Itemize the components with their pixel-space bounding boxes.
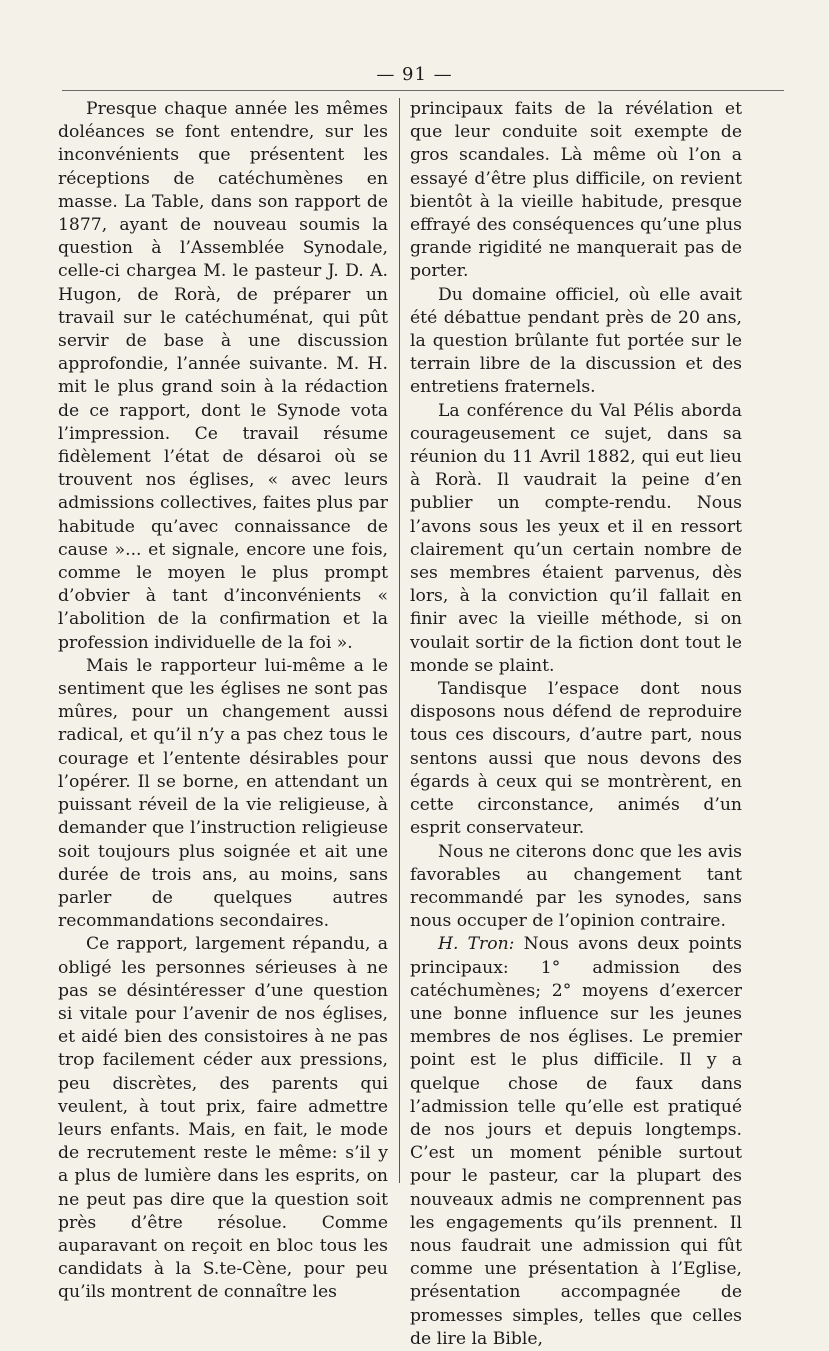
column-divider <box>399 98 400 1183</box>
paragraph-text: Nous avons deux points principaux: 1° admission des catéchumènes; 2° moyens d’exercer une bonne influence sur les jeunes membres de nos églises. Le premier point est le plus difficile. Il y a quelque chose de faux dans l’admission telle qu’elle est pratiqué de nos jours et depuis longtemps. C’est un moment pénible surtout pour le pasteur, car la plupart des nouveaux admis ne comprennent pas les engagements qu’ils prennent. Il nous faudrait une admission qui fût comme une présentation à l’Eglise, présentation accompagnée de promesses simples, telles que celles de lire la Bible, <box>410 934 742 1349</box>
paragraph: Ce rapport, largement répandu, a obligé les personnes sérieuses à ne pas se désintéresser d’une question si vitale pour l’avenir de nos églises, et aidé bien des consistoires à ne pas trop facilement céder aux pressions, peu discrètes, des parents qui veulent, à tout prix, faire admettre leurs enfants. Mais, en fait, le mode de recrutement reste le même: s’il y a plus de lumière dans les esprits, on ne peut pas dire que la question soit près d’être résolue. Comme auparavant on reçoit en bloc tous les candidats à la S.te-Cène, pour peu qu’ils montrent de connaître les <box>58 934 388 1303</box>
speaker-name: H. Tron: <box>438 934 515 955</box>
paragraph: Tandisque l’espace dont nous disposons nous défend de reproduire tous ces discours, d’autre part, nous sentons aussi que nous devons des égards à ceux qui se montrèrent, en cette circonstance, animés d’un esprit conservateur. <box>410 679 742 839</box>
left-column <box>58 98 388 1305</box>
paragraph: principaux faits de la révélation et que leur conduite soit exempte de gros scandales. Là même où l’on a essayé d’être plus difficile, on revient bientôt à la vieille habitude, presque effrayé des conséquences qu’une plus grande rigidité ne manquerait pas de porter. <box>410 99 742 282</box>
paragraph: Presque chaque année les mêmes doléances se font entendre, sur les inconvénients que présentent les réceptions de catéchumènes en masse. La Table, dans son rapport de 1877, ayant de nouveau soumis la question à l’Assemblée Synodale, celle-ci chargea M. le pasteur J. D. A. Hugon, de Rorà, de préparer un travail sur le catéchuménat, qui pût servir de base à une discussion approfondie, l’année suivante. M. H. mit le plus grand soin à la rédaction de ce rapport, dont le Synode vota l’impression. Ce travail résume fidèlement l’état de désaroi où se trouvent nos églises, « avec leurs admissions collectives, faites plus par habitude qu’avec connaissance de cause »... et signale, encore une fois, comme le moyen le plus prompt d’obvier à tant d’inconvénients « l’abolition de la confirmation et la profession individuelle de la foi ». <box>58 99 388 653</box>
page-number: — 91 — <box>376 64 453 85</box>
paragraph: Du domaine officiel, où elle avait été débattue pendant près de 20 ans, la question brûlante fut portée sur le terrain libre de la discussion et des entretiens fraternels. <box>410 284 742 398</box>
paragraph: Mais le rapporteur lui-même a le sentiment que les églises ne sont pas mûres, pour un changement aussi radical, et qu’il n’y a pas chez tous le courage et l’entente désirables pour l’opérer. Il se borne, en attendant un puissant réveil de la vie religieuse, à demander que l’instruction religieuse soit toujours plus soignée et ait une durée de trois ans, au moins, sans parler de quelques autres recommandations secondaires. <box>58 655 388 932</box>
paragraph <box>410 933 742 1351</box>
paragraph: Nous ne citerons donc que les avis favorables au changement tant recommandé par les synodes, sans nous occuper de l’opinion contraire. <box>410 841 742 932</box>
header-rule <box>62 90 784 91</box>
paragraph: La conférence du Val Pélis aborda courageusement ce sujet, dans sa réunion du 11 Avril 1882, qui eut lieu à Rorà. Il vaudrait la peine d’en publier un compte-rendu. Nous l’avons sous les yeux et il en ressort clairement qu’un certain nombre de ses membres étaient parvenus, dès lors, à la conviction qu’il fallait en finir avec la vieille méthode, si on voulait sortir de la fiction dont tout le monde se plaint. <box>410 400 742 676</box>
right-column <box>410 98 742 1351</box>
